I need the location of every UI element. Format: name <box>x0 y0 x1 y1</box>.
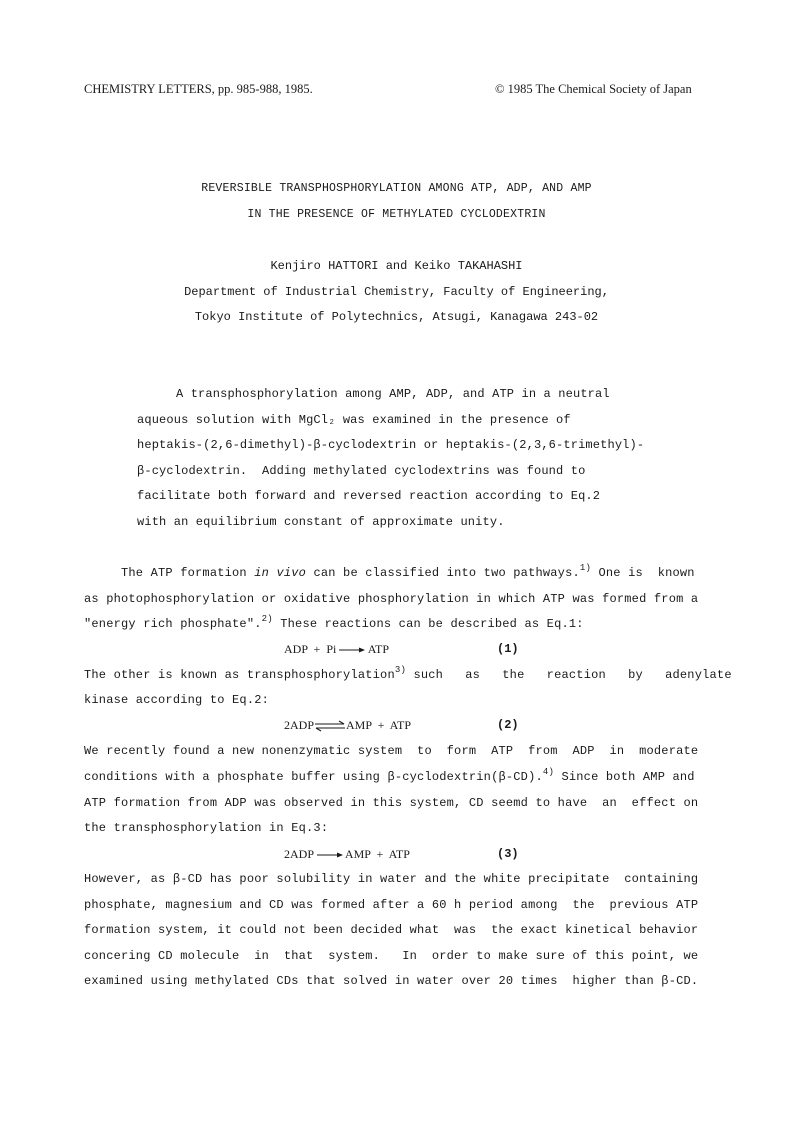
affiliation-line-1: Department of Industrial Chemistry, Faculty of Engineering, <box>184 285 609 299</box>
author-names: Kenjiro HATTORI and Keiko TAKAHASHI <box>270 259 523 273</box>
equation-number: (2) <box>497 718 519 732</box>
equation-number: (3) <box>497 847 519 861</box>
paper-title-line-1: REVERSIBLE TRANSPHOSPHORYLATION AMONG ATP, ADP, AND AMP <box>201 182 592 195</box>
equation-1: ADP + Pi ATP <box>284 642 390 656</box>
equation-2: 2ADP AMP + ATP <box>284 718 412 732</box>
body-line: examined using methylated CDs that solved in water over 20 times higher than β-CD. <box>84 974 699 988</box>
footnote-ref: 1) <box>579 563 592 573</box>
body-line: conditions with a phosphate buffer using β-cyclodextrin(β-CD).$^{4)}$ Since both AMP and <box>84 767 695 784</box>
body-line: formation system, it could not been decided what was the exact kinetical behavior <box>84 923 699 937</box>
abstract-line: β-cyclodextrin. Adding methylated cyclodextrins was found to <box>137 464 586 478</box>
body-line: We recently found a new nonenzymatic system to form ATP from ADP in moderate <box>84 744 699 758</box>
body-line: kinase according to Eq.2: <box>84 693 270 707</box>
body-line: The other is known as transphosphorylation$^{3)}$ such as the reaction by adenylate <box>84 665 732 682</box>
body-line: The ATP formation in vivo can be classified into two pathways.$^{1)}$ One is known <box>121 563 695 580</box>
reaction-arrow-icon <box>339 646 365 654</box>
body-line: However, as β-CD has poor solubility in water and the white precipitate containing <box>84 872 699 886</box>
equation-number: (1) <box>497 642 519 656</box>
body-line: ATP formation from ADP was observed in this system, CD seemd to have an effect on <box>84 796 699 810</box>
body-line: "energy rich phosphate".$^{2)}$ These reactions can be described as Eq.1: <box>84 614 584 631</box>
abstract-line: heptakis-(2,6-dimethyl)-β-cyclodextrin or heptakis-(2,3,6-trimethyl)- <box>137 438 645 452</box>
abstract-line: with an equilibrium constant of approximate unity. <box>137 515 505 529</box>
abstract-line: aqueous solution with MgCl₂ was examined in the presence of <box>137 413 571 427</box>
affiliation-line-2: Tokyo Institute of Polytechnics, Atsugi, Kanagawa 243-02 <box>194 310 599 324</box>
paper-title-line-2: IN THE PRESENCE OF METHYLATED CYCLODEXTRIN <box>247 208 546 221</box>
footnote-ref: 3) <box>394 665 407 675</box>
abstract-line: facilitate both forward and reversed reaction according to Eq.2 <box>137 489 601 503</box>
equilibrium-arrow-icon <box>314 720 346 732</box>
footnote-ref: 4) <box>542 767 555 777</box>
body-line: as photophosphorylation or oxidative phosphorylation in which ATP was formed from a <box>84 592 699 606</box>
copyright-notice: © 1985 The Chemical Society of Japan <box>495 82 692 96</box>
body-line: the transphosphorylation in Eq.3: <box>84 821 329 835</box>
body-line: concering CD molecule in that system. In order to make sure of this point, we <box>84 949 699 963</box>
journal-citation: CHEMISTRY LETTERS, pp. 985-988, 1985. <box>84 82 313 96</box>
footnote-ref: 2) <box>261 614 273 624</box>
equation-3: 2ADP AMP + ATP <box>284 847 410 861</box>
reaction-arrow-icon <box>317 851 343 859</box>
abstract-line: A transphosphorylation among AMP, ADP, and ATP in a neutral <box>176 387 610 401</box>
body-line: phosphate, magnesium and CD was formed after a 60 h period among the previous ATP <box>84 898 699 912</box>
